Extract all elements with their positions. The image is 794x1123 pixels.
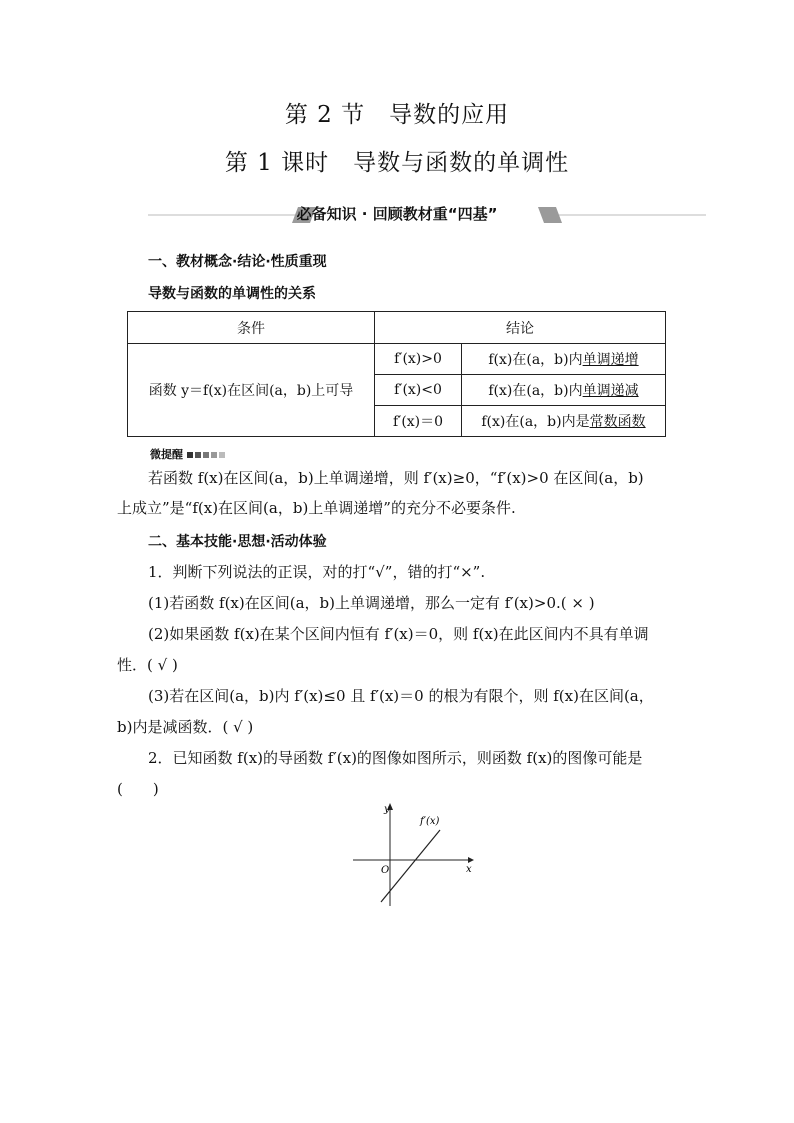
banner-text: 必备知识 · 回顾教材重“四基” [296,205,498,223]
table-row-cond: f′(x)＝0 [375,406,462,437]
y-axis-label: y [384,804,390,815]
table-row-cond: f′(x)<0 [375,375,462,406]
part1-heading: 一、教材概念·结论·性质重现 [148,254,327,270]
table-condition-cell: 函数 y＝f(x)在区间(a，b)上可导 [128,344,375,437]
q1-item-3-line2: b)内是减函数．( √ ) [117,718,254,736]
table-row-concl: f(x)在(a，b)内单调递减 [462,375,666,406]
derivative-graph [348,800,478,910]
section-title: 第 2 节 导数的应用 [284,102,510,128]
curve-label: f′(x) [420,816,440,827]
part1-subheading: 导数与函数的单调性的关系 [148,286,316,302]
tip-dots-icon [187,451,231,459]
q1-intro: 1．判断下列说法的正误，对的打“√”，错的打“×”. [148,563,486,581]
table-row-concl: f(x)在(a，b)内单调递增 [462,344,666,375]
q1-item-3-line1: (3)若在区间(a，b)内 f′(x)≤0 且 f′(x)＝0 的根为有限个，则 f(x)在区间(a， [148,687,654,705]
x-axis-arrow-icon [468,857,474,863]
table-header-condition: 条件 [128,312,375,344]
q1-item-1: (1)若函数 f(x)在区间(a，b)上单调递增，那么一定有 f′(x)>0.( × ) [148,594,595,612]
q2-line-1: 2．已知函数 f(x)的导函数 f′(x)的图像如图所示，则函数 f(x)的图像可能是 [148,749,643,767]
q2-line-2: ( ) [117,780,159,798]
part2-heading: 二、基本技能·思想·活动体验 [148,534,327,550]
table-header-conclusion: 结论 [375,312,666,344]
q1-item-2-line1: (2)如果函数 f(x)在某个区间内恒有 f′(x)＝0，则 f(x)在此区间内不具有单调 [148,625,649,643]
table-row-cond: f′(x)>0 [375,344,462,375]
tip-label: 微提醒 [150,446,231,462]
table-row-concl: f(x)在(a，b)内是常数函数 [462,406,666,437]
x-axis-label: x [466,864,472,875]
relation-table [127,311,666,437]
origin-label: O [381,865,390,876]
q1-item-2-line2: 性．( √ ) [117,656,178,674]
tip-line-1: 若函数 f(x)在区间(a，b)上单调递增，则 f′(x)≥0，“f′(x)>0 在区间(a，b) [148,469,644,487]
lesson-title: 第 1 课时 导数与函数的单调性 [224,150,570,176]
tip-line-2: 上成立”是“f(x)在区间(a，b)上单调递增”的充分不必要条件. [117,499,516,517]
